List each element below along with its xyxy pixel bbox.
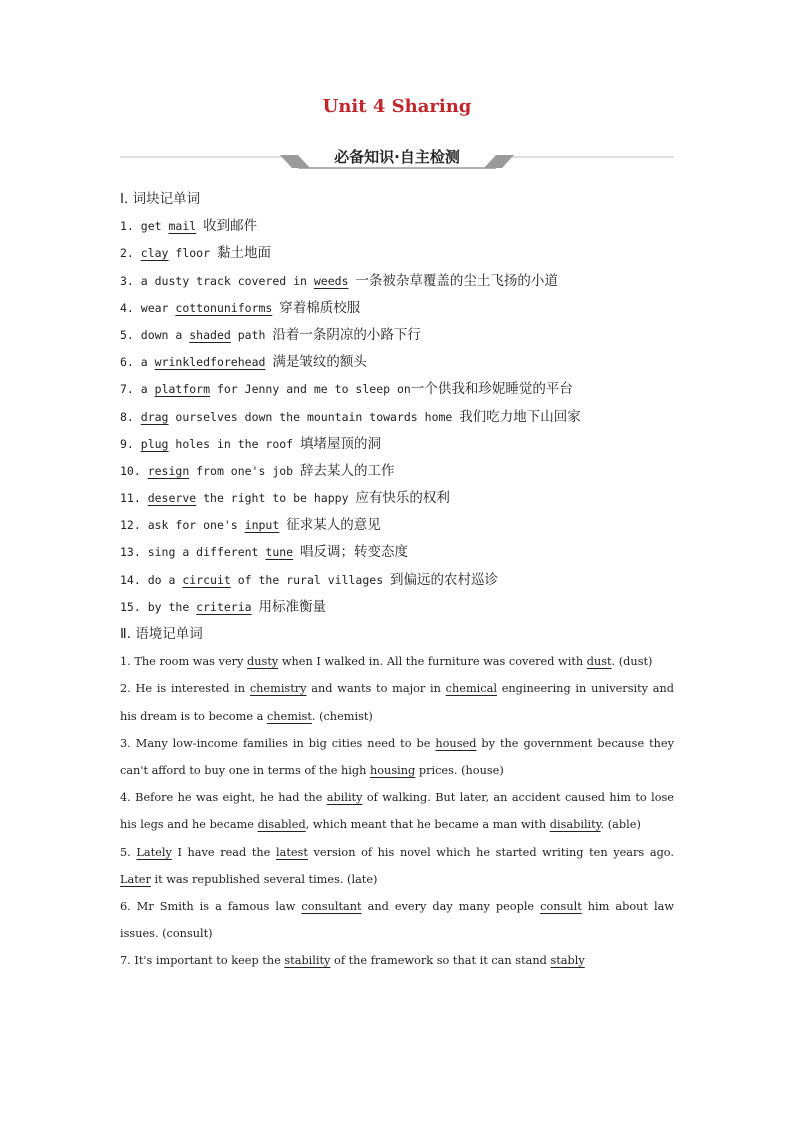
item-number: 2. [120, 246, 141, 261]
answer-word: consult [540, 900, 582, 914]
item-number: 15. [120, 599, 148, 614]
context-sentence [120, 947, 674, 974]
item-number: 6. [120, 900, 137, 914]
chinese-meaning: 满是皱纹的额头 [272, 354, 367, 371]
sentence-text: of walking. But later, an accident caused him to lose his legs and he became [120, 791, 674, 832]
answer-word: wrinkledforehead [154, 355, 266, 370]
answer-word: mail [168, 219, 197, 234]
chinese-meaning: 填堵屋顶的洞 [300, 435, 382, 452]
item-number: 10. [120, 463, 148, 478]
chinese-meaning: 一个供我和珍妮睡觉的平台 [410, 381, 573, 398]
page-title: Unit 4 Sharing [322, 96, 472, 117]
phrase-item [120, 213, 674, 240]
phrase-text: a dusty track covered in [140, 273, 314, 288]
phrase-text: down a [140, 327, 190, 342]
phrase-text: ourselves down the mountain towards home [168, 409, 460, 424]
phrase-item [120, 539, 674, 566]
answer-word: drag [140, 409, 169, 424]
chinese-meaning: 收到邮件 [203, 218, 258, 235]
answer-word: ability [326, 791, 363, 805]
item-number: 4. [120, 300, 141, 315]
sentence-text: when I walked in. All the furniture was covered with [278, 655, 587, 669]
answer-word: stability [284, 954, 331, 968]
item-number: 6. [120, 355, 141, 370]
sentence-text: Many low-income families in big cities need to be [135, 736, 436, 750]
answer-word: disabled [257, 818, 306, 832]
answer-word: latest [275, 845, 308, 859]
answer-word: dust [586, 655, 612, 669]
item-number: 7. [120, 382, 141, 397]
section1-heading: Ⅰ. 词块记单词 [120, 191, 201, 207]
sentence-text: . (dust) [611, 655, 653, 669]
chinese-meaning: 一条被杂草覆盖的尘土飞扬的小道 [355, 272, 558, 289]
answer-word: Lately [136, 845, 172, 859]
chinese-meaning: 用标准衡量 [258, 598, 326, 615]
answer-word: stably [550, 954, 585, 968]
item-number: 5. [120, 327, 141, 342]
phrase-text: ask for one's [147, 518, 245, 533]
sentence-text: . (chemist) [311, 709, 373, 723]
sentence-text: I have read the [171, 845, 276, 859]
phrase-text: a [140, 355, 155, 370]
phrase-item [120, 512, 674, 539]
context-sentence [120, 893, 674, 947]
sentence-text: prices. (house) [415, 764, 504, 777]
phrase-text: of the rural villages [230, 572, 391, 587]
answer-word: consultant [301, 900, 362, 914]
section2-heading: Ⅱ. 语境记单词 [120, 626, 203, 642]
item-number: 5. [120, 845, 137, 859]
answer-word: tune [265, 545, 294, 560]
phrase-text: from one's job [189, 463, 301, 478]
item-number: 14. [120, 572, 148, 587]
context-sentence [120, 648, 674, 675]
item-number: 3. [120, 736, 136, 750]
sentence-text: and every day many people [361, 900, 541, 914]
answer-word: chemist [266, 709, 312, 723]
phrase-item [120, 404, 674, 431]
phrase-text: wear [140, 300, 176, 315]
item-number: 7. [120, 954, 135, 968]
sentence-text: Before he was eight, he had the [135, 791, 327, 805]
phrase-text: for Jenny and me to sleep on [210, 382, 411, 397]
phrase-item [120, 594, 674, 621]
item-number: 11. [120, 491, 148, 506]
sentence-text: by the government because they can't afford to buy one in terms of the high [120, 736, 674, 777]
answer-word: housing [369, 764, 416, 777]
item-number: 12. [120, 518, 148, 533]
section1-list [120, 213, 674, 621]
chinese-meaning: 沿着一条阴凉的小路下行 [272, 326, 421, 343]
answer-word: deserve [147, 491, 197, 506]
sentence-text: engineering in university and his dream is to become a [120, 682, 675, 723]
phrase-text: path [230, 327, 273, 342]
section2-list [120, 648, 674, 974]
sentence-text: Mr Smith is a famous law [136, 900, 302, 914]
sentence-text: version of his novel which he started writing ten years ago. [307, 845, 674, 859]
sentence-text: him about law issues. (consult) [120, 900, 675, 941]
phrase-text: the right to be happy [196, 491, 356, 506]
context-sentence [120, 730, 674, 784]
answer-word: circuit [182, 572, 231, 587]
item-number: 1. [120, 219, 141, 234]
phrase-item [120, 567, 674, 594]
phrase-item [120, 295, 674, 322]
phrase-text: get [140, 219, 169, 234]
chinese-meaning: 我们吃力地下山回家 [459, 408, 581, 425]
sentence-text: The room was very [134, 655, 248, 669]
context-sentence [120, 784, 674, 838]
chinese-meaning: 穿着棉质校服 [279, 299, 361, 316]
chinese-meaning: 辞去某人的工作 [300, 462, 395, 479]
answer-word: plug [140, 436, 169, 451]
phrase-text: by the [147, 599, 197, 614]
item-number: 13. [120, 545, 148, 560]
sentence-text: . (able) [600, 818, 641, 832]
answer-word: resign [147, 463, 190, 478]
phrase-item [120, 431, 674, 458]
phrase-item [120, 268, 674, 295]
exercise-content [120, 186, 674, 975]
answer-word: cottonuniforms [175, 300, 273, 315]
sentence-text: and wants to major in [306, 682, 446, 696]
sentence-text: , which meant that he became a man with [305, 818, 550, 832]
answer-word: clay [140, 246, 169, 261]
answer-word: chemical [445, 682, 497, 696]
context-sentence [120, 675, 674, 729]
answer-word: platform [154, 382, 211, 397]
phrase-item [120, 240, 674, 267]
phrase-text: holes in the roof [168, 436, 301, 451]
item-number: 1. [120, 655, 135, 669]
phrase-text: do a [147, 572, 183, 587]
phrase-item [120, 458, 674, 485]
answer-word: shaded [189, 327, 231, 342]
answer-word: housed [435, 736, 477, 750]
phrase-item [120, 485, 674, 512]
answer-word: chemistry [249, 682, 307, 696]
answer-word: Later [120, 872, 151, 886]
answer-word: weeds [313, 273, 349, 288]
sentence-text: of the framework so that it can stand [330, 954, 551, 968]
phrase-text: sing a different [147, 545, 266, 560]
item-number: 9. [120, 436, 141, 451]
sentence-text: He is interested in [135, 682, 250, 696]
phrase-text: a [140, 382, 155, 397]
context-sentence [120, 839, 674, 893]
chinese-meaning: 应有快乐的权利 [355, 490, 450, 507]
item-number: 8. [120, 409, 141, 424]
chinese-meaning: 到偏远的农村巡诊 [390, 571, 499, 588]
answer-word: criteria [196, 599, 252, 614]
chinese-meaning: 征求某人的意见 [286, 517, 381, 534]
chinese-meaning: 唱反调；转变态度 [300, 544, 409, 561]
chinese-meaning: 黏土地面 [216, 245, 271, 262]
section-banner-text: 必备知识·自主检测 [334, 148, 460, 166]
phrase-item [120, 376, 674, 403]
item-number: 2. [120, 682, 136, 696]
answer-word: disability [549, 818, 601, 832]
sentence-text: It's important to keep the [134, 954, 285, 968]
phrase-text [252, 600, 259, 614]
phrase-text: floor [168, 246, 217, 261]
item-number: 3. [120, 273, 141, 288]
answer-word: input [244, 518, 280, 533]
sentence-text: it was republished several times. (late) [150, 872, 378, 886]
phrase-text [293, 545, 300, 559]
item-number: 4. [120, 791, 136, 805]
phrase-item [120, 349, 674, 376]
phrase-item [120, 322, 674, 349]
answer-word: dusty [247, 655, 279, 669]
